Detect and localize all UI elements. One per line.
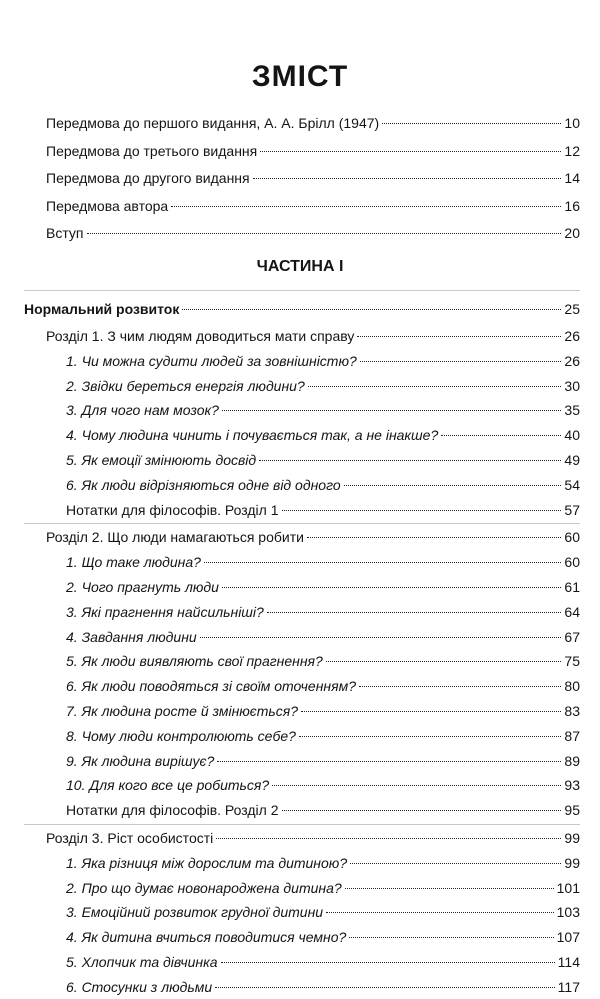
page-number: 26	[564, 328, 580, 344]
dot-leader	[359, 685, 561, 687]
toc-entry	[66, 876, 580, 900]
page-number: 114	[557, 954, 580, 970]
dot-leader	[215, 986, 555, 988]
part-heading: ЧАСТИНА І	[256, 258, 344, 275]
entry-title: 1. Яка різниця між дорослим та дитиною?	[66, 854, 348, 871]
entry-title: 6. Стосунки з людьми	[66, 978, 213, 995]
page-number: 20	[564, 225, 580, 241]
toc-entry	[66, 724, 580, 748]
entry-title: Передмова автора	[46, 197, 169, 214]
entry-title: 5. Як емоції змінюють досвід	[66, 452, 257, 468]
page-number: 16	[564, 197, 580, 214]
entry-title: 1. Чи можна судити людей за зовнішністю?	[66, 352, 357, 369]
dot-leader	[171, 205, 561, 207]
page-number: 61	[564, 579, 580, 595]
page-number: 89	[564, 752, 580, 769]
page-number: 30	[564, 377, 580, 394]
entry-title: Передмова до другого видання	[46, 170, 250, 186]
toc-entry	[66, 851, 580, 875]
entry-title: 3. Емоційний розвиток грудної дитини	[66, 904, 324, 921]
toc-entry	[66, 600, 580, 624]
page-number: 83	[564, 703, 580, 719]
chapter-entry	[46, 324, 580, 348]
dot-leader	[307, 536, 561, 538]
toc-entry	[66, 975, 580, 999]
dot-leader	[345, 887, 554, 889]
dot-leader	[260, 150, 561, 152]
dot-leader	[204, 561, 561, 563]
page-number: 10	[564, 115, 580, 131]
divider	[24, 824, 580, 825]
toc-entry	[66, 448, 580, 472]
divider	[24, 290, 580, 291]
toc-entry	[66, 649, 580, 673]
entry-title: Нотатки для філософів. Розділ 2	[66, 802, 279, 819]
dot-leader	[253, 177, 562, 179]
page-number: 99	[564, 854, 580, 871]
intro-entry	[46, 221, 580, 245]
dot-leader	[216, 837, 561, 839]
toc-entry	[66, 625, 580, 649]
dot-leader	[350, 862, 561, 864]
page-number: 95	[564, 802, 580, 819]
page-number: 93	[564, 777, 580, 794]
page-number: 99	[564, 830, 580, 846]
entry-title: Передмова до третього видання	[46, 142, 258, 159]
toc-entry	[66, 374, 580, 398]
entry-title: 2. Чого прагнуть люди	[66, 579, 219, 595]
entry-title: 6. Як люди поводяться зі своїм оточенням?	[66, 678, 356, 695]
toc-entry	[66, 349, 580, 373]
page-number: 60	[564, 554, 580, 571]
intro-entry	[46, 194, 580, 218]
toc-entry	[66, 473, 580, 497]
page-number: 101	[556, 879, 580, 896]
entry-title: 4. Як дитина вчиться поводитися чемно?	[66, 929, 347, 946]
entry-title: Нотатки для філософів. Розділ 1	[66, 501, 279, 518]
dot-leader	[360, 360, 562, 362]
dot-leader	[222, 409, 562, 411]
entry-title: 10. Для кого все це робиться?	[66, 777, 270, 794]
entry-title: Розділ 2. Що люди намагаються робити	[46, 529, 304, 546]
dot-leader	[382, 122, 561, 124]
dot-leader	[299, 735, 562, 737]
page-number: 60	[564, 529, 580, 546]
dot-leader	[326, 660, 562, 662]
dot-leader	[267, 611, 562, 613]
dot-leader	[282, 509, 562, 511]
chapter-entry	[46, 826, 580, 850]
toc-entry	[66, 749, 580, 773]
dot-leader	[282, 809, 562, 811]
entry-title: 3. Для чого нам мозок?	[66, 402, 219, 419]
chapter-entry	[46, 525, 580, 549]
dot-leader	[182, 308, 561, 310]
dot-leader	[301, 710, 561, 712]
intro-entry	[46, 111, 580, 135]
page-number: 107	[556, 929, 580, 946]
entry-title: 2. Звідки береться енергія людини?	[66, 377, 305, 394]
dot-leader	[217, 760, 561, 762]
dot-leader	[357, 335, 561, 337]
toc-entry	[66, 773, 580, 797]
entry-title: 3. Які прагнення найсильніші?	[66, 603, 264, 620]
page-number: 103	[556, 904, 580, 921]
page-number: 40	[564, 427, 580, 444]
toc-entry	[66, 423, 580, 447]
page-number: 117	[557, 978, 580, 995]
dot-leader	[87, 232, 562, 234]
page-number: 64	[564, 603, 580, 620]
toc-entry	[66, 950, 580, 974]
page-number: 26	[564, 352, 580, 369]
toc-entry	[66, 900, 580, 924]
page-number: 75	[564, 653, 580, 670]
page-number: 14	[564, 170, 580, 186]
page-title: ЗМІСТ	[251, 60, 349, 93]
page-number: 12	[564, 142, 580, 159]
page-number: 80	[564, 678, 580, 695]
entry-title: 5. Хлопчик та дівчинка	[66, 954, 218, 970]
toc-entry	[66, 674, 580, 698]
toc-entry	[66, 550, 580, 574]
toc-entry	[66, 575, 580, 599]
entry-title: Передмова до першого видання, А. А. Брілл (1947)	[46, 115, 380, 131]
toc-entry	[66, 498, 580, 522]
entry-title: 4. Чому людина чинить і почувається так, а не інакше?	[66, 427, 439, 444]
entry-title: Розділ 1. З чим людям доводиться мати справу	[46, 328, 355, 344]
entry-title: 6. Як люди відрізняються одне від одного	[66, 476, 341, 493]
section-entry	[24, 297, 580, 321]
dot-leader	[308, 385, 562, 387]
page-number: 54	[564, 476, 580, 493]
entry-title: Вступ	[46, 225, 84, 241]
dot-leader	[272, 784, 561, 786]
dot-leader	[441, 434, 561, 436]
dot-leader	[326, 911, 554, 913]
toc-entry	[66, 398, 580, 422]
entry-title: 4. Завдання людини	[66, 628, 197, 645]
intro-entry	[46, 166, 580, 190]
page-number: 35	[564, 402, 580, 419]
page-number: 87	[564, 727, 580, 744]
divider	[24, 523, 580, 524]
page-number: 25	[564, 301, 580, 317]
intro-entry	[46, 139, 580, 163]
entry-title: Розділ 3. Ріст особистості	[46, 830, 214, 846]
dot-leader	[259, 459, 561, 461]
toc-entry	[66, 699, 580, 723]
toc-entry	[66, 925, 580, 949]
page-number: 67	[564, 628, 580, 645]
entry-title: Нормальний розвиток	[24, 301, 180, 317]
page-number: 57	[564, 501, 580, 518]
dot-leader	[222, 586, 561, 588]
entry-title: 7. Як людина росте й змінюється?	[66, 703, 299, 719]
entry-title: 1. Що таке людина?	[66, 554, 201, 571]
dot-leader	[349, 936, 553, 938]
dot-leader	[344, 484, 562, 486]
entry-title: 8. Чому люди контролюють себе?	[66, 727, 296, 744]
entry-title: 2. Про що думає новонароджена дитина?	[66, 879, 342, 896]
page-number: 49	[564, 452, 580, 468]
dot-leader	[221, 961, 555, 963]
dot-leader	[200, 636, 562, 638]
toc-entry	[66, 798, 580, 822]
entry-title: 9. Як людина вирішує?	[66, 752, 215, 769]
entry-title: 5. Як люди виявляють свої прагнення?	[66, 653, 323, 670]
